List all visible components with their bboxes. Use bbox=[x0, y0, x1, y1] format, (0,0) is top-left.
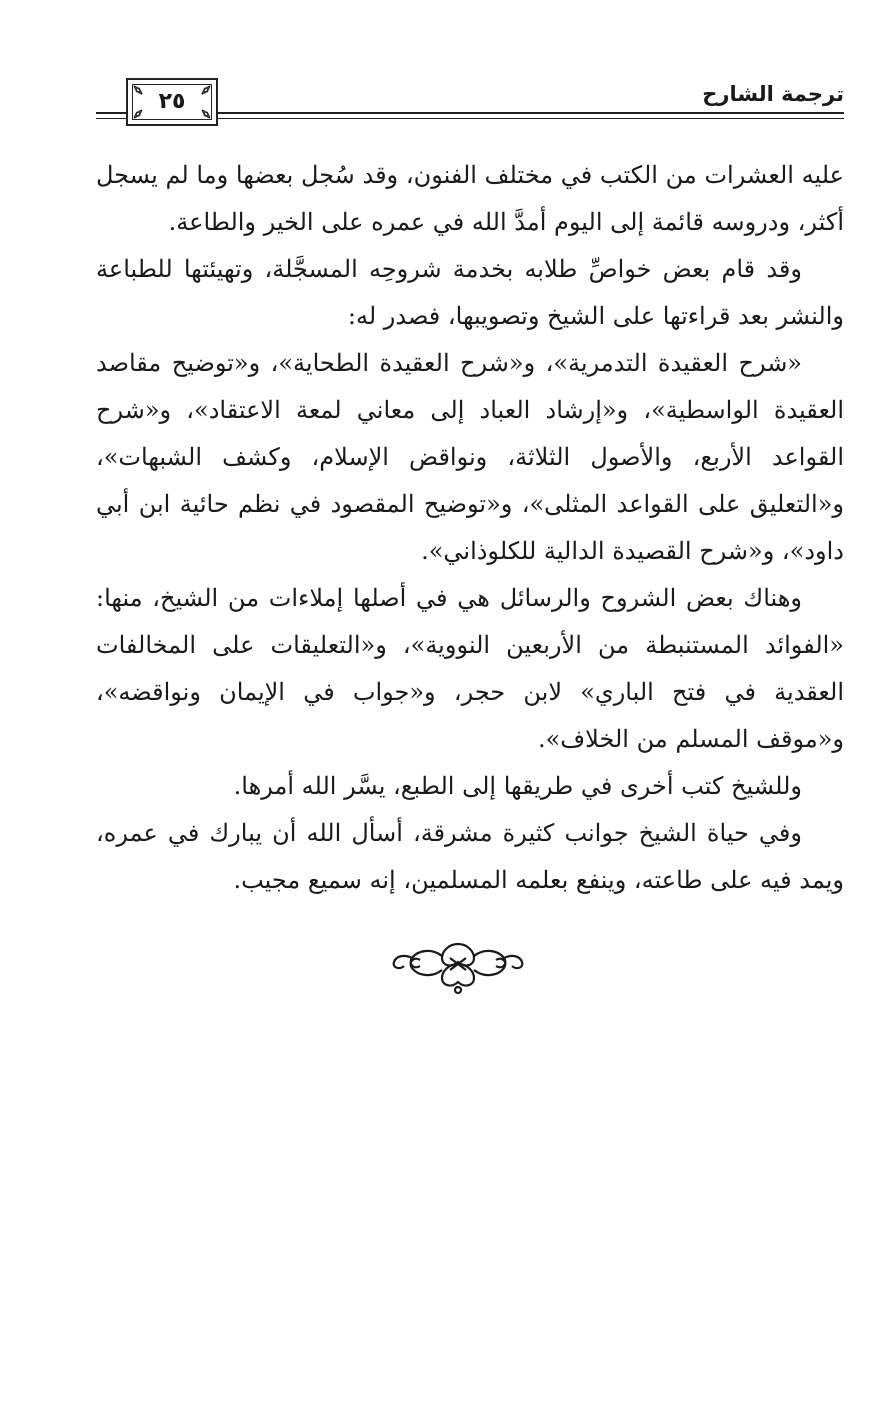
main-text bbox=[96, 152, 844, 904]
paragraph-1: عليه العشرات من الكتب في مختلف الفنون، وقد سُجل بعضها وما لم يسجل أكثر، ودروسه قائمة إلى اليوم أمدَّ الله في عمره على الخير والطاعة. bbox=[96, 161, 844, 236]
page-number-frame bbox=[126, 78, 218, 126]
paragraph-6: وفي حياة الشيخ جوانب كثيرة مشرقة، أسأل الله أن يبارك في عمره، ويمد فيه على طاعته، وينفع بعلمه المسلمين، إنه سميع مجيب. bbox=[96, 819, 844, 894]
paragraph-4: وهناك بعض الشروح والرسائل هي في أصلها إملاءات من الشيخ، منها: «الفوائد المستنبطة من الأربعين النووية»، و«التعليقات على المخالفات العقدية في فتح الباري» لابن حجر، و«جواب في الإيمان ونواقضه»، و«موقف المسلم من الخلاف». bbox=[96, 584, 844, 753]
paragraph-3: «شرح العقيدة التدمرية»، و«شرح العقيدة الطحاية»، و«توضيح مقاصد العقيدة الواسطية»، و«إرشاد العباد إلى معاني لمعة الاعتقاد»، و«شرح القواعد الأربع، والأصول الثلاثة، ونواقض الإسلام، وكشف الشبهات»، و«التعليق على القواعد المثلى»، و«توضيح المقصود في نظم حائية ابن أبي داود»، و«شرح القصيدة الدالية للكلوذاني». bbox=[96, 349, 844, 565]
running-title: ترجمة الشارح bbox=[702, 82, 844, 106]
page-header bbox=[96, 78, 844, 130]
end-ornament-icon bbox=[384, 938, 532, 996]
paragraph-5: وللشيخ كتب أخرى في طريقها إلى الطبع، يسَّر الله أمرها. bbox=[233, 772, 802, 800]
page-number: ٢٥ bbox=[158, 89, 186, 114]
paragraph-2: وقد قام بعض خواصِّ طلابه بخدمة شروحِه المسجَّلة، وتهيئتها للطباعة والنشر بعد قراءتها على الشيخ وتصويبها، فصدر له: bbox=[96, 255, 844, 330]
